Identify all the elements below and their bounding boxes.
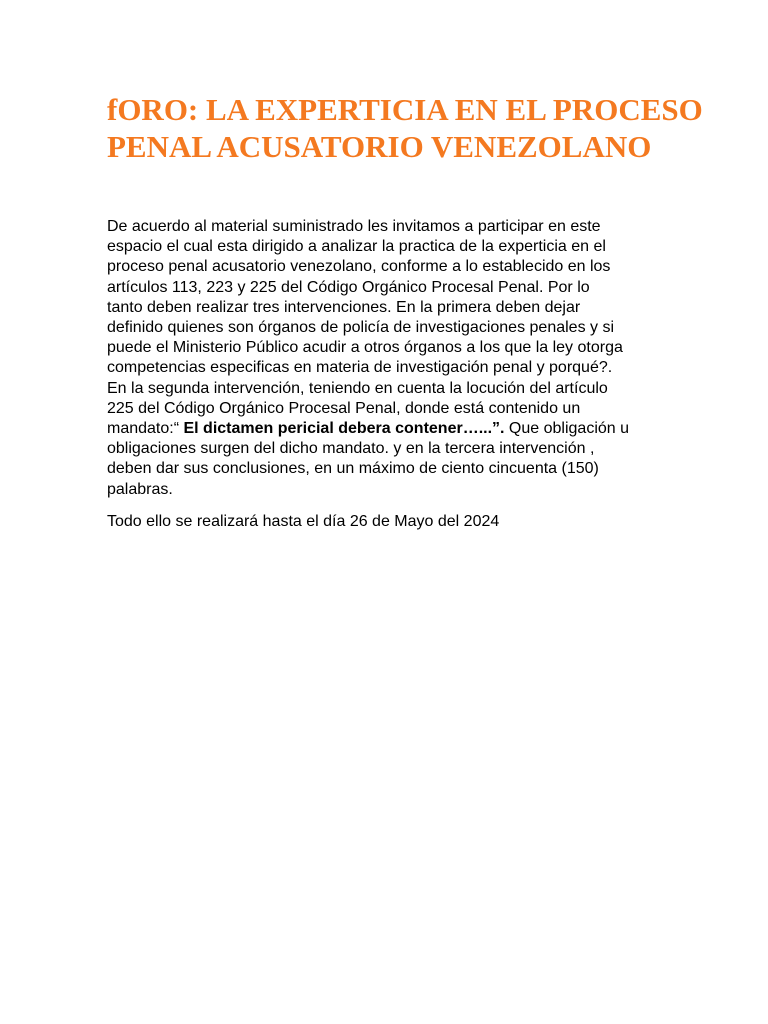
mandate-quote: El dictamen pericial debera contener…...”. (183, 420, 505, 438)
forum-instructions (107, 217, 667, 500)
instruction-line: puede el Ministerio Público acudir a otros órganos a los que la ley otorga (107, 339, 623, 357)
instruction-line: 225 del Código Orgánico Procesal Penal, donde está contenido un (107, 399, 581, 417)
instruction-line: definido quienes son órganos de policía de investigaciones penales y si (107, 319, 615, 337)
instruction-line: obligaciones surgen del dicho mandato. y en la tercera intervención , (107, 440, 595, 458)
instruction-line: En la segunda intervención, teniendo en cuenta la locución del artículo (107, 379, 608, 397)
instruction-line: De acuerdo al material suministrado les invitamos a participar en este (107, 218, 601, 235)
instruction-line: artículos 113, 223 y 225 del Código Orgánico Procesal Penal. Por lo (107, 278, 590, 296)
deadline-text: Todo ello se realizará hasta el día 26 de Mayo del 2024 (107, 513, 500, 530)
instruction-line: palabras. (107, 480, 173, 498)
instruction-line: deben dar sus conclusiones, en un máximo de ciento cincuenta (150) (107, 460, 599, 478)
forum-title: fORO: LA EXPERTICIA EN EL PROCESO PENAL ACUSATORIO VENEZOLANO (107, 92, 703, 164)
instruction-line: proceso penal acusatorio venezolano, conforme a lo establecido en los (107, 258, 611, 276)
mandate-suffix: Que obligación u (504, 420, 630, 438)
instruction-line: tanto deben realizar tres intervenciones. En la primera deben dejar (107, 298, 581, 316)
mandate-prefix: mandato:“ (107, 420, 184, 438)
mandate-line (107, 419, 667, 439)
instruction-line: espacio el cual esta dirigido a analizar la practica de la experticia en el (107, 238, 606, 256)
instruction-line: competencias especificas en materia de investigación penal y porqué?. (107, 359, 613, 377)
